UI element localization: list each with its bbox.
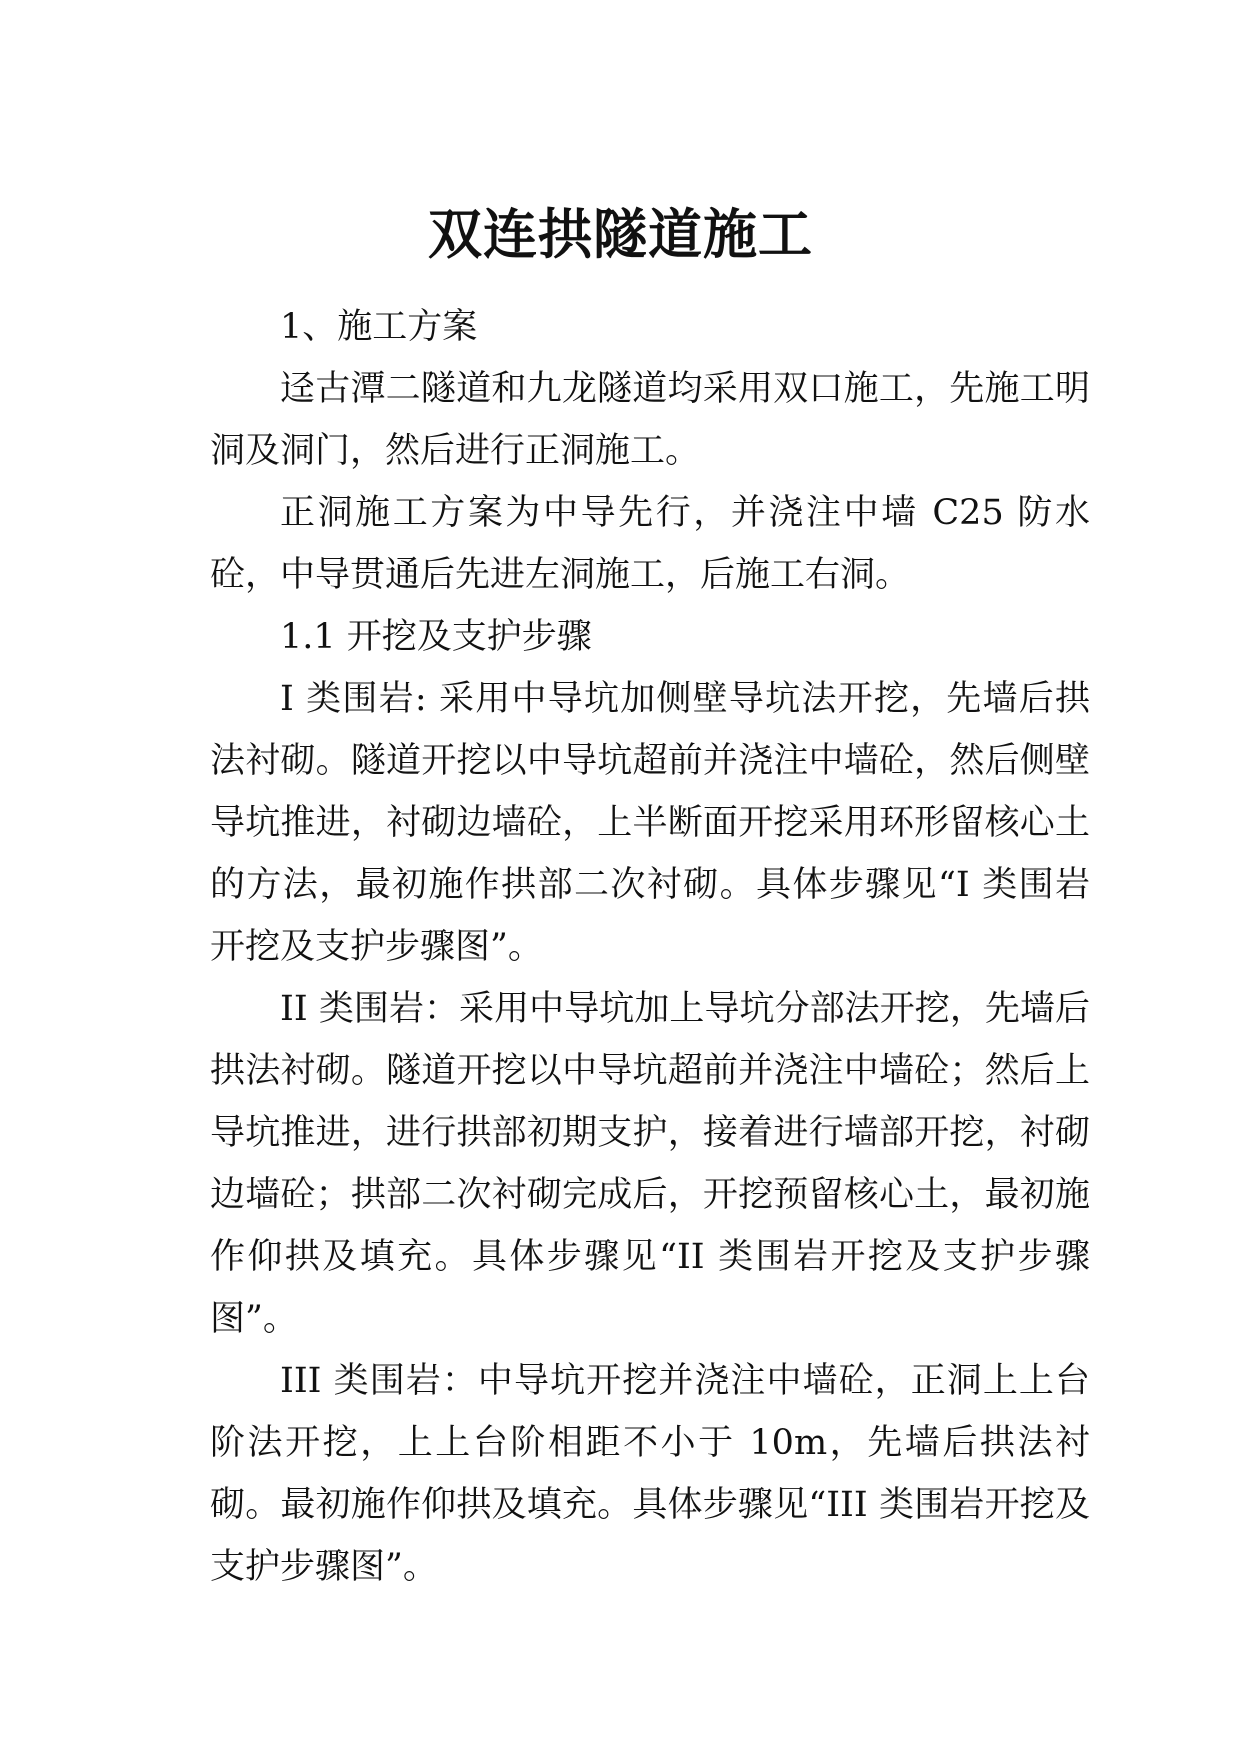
paragraph-overview: 迳古潭二隧道和九龙隧道均采用双口施工，先施工明洞及洞门，然后进行正洞施工。	[210, 369, 1090, 471]
paragraph-class-ii-rock: II 类围岩：采用中导坑加上导坑分部法开挖，先墙后拱法衬砌。隧道开挖以中导坑超前并浇注中墙砼；然后上导坑推进，进行拱部初期支护，接着进行墙部开挖，衬砌边墙砼；拱部二次衬砌完成后，开挖预留核心土，最初施作仰拱及填充。具体步骤见“II 类围岩开挖及支护步骤图”。	[210, 989, 1090, 1339]
paragraph-class-i-rock: I 类围岩: 采用中导坑加侧壁导坑法开挖，先墙后拱法衬砌。隧道开挖以中导坑超前并浇注中墙砼，然后侧壁导坑推进，衬砌边墙砼，上半断面开挖采用环形留核心土的方法，最初施作拱部二次衬砌。具体步骤见“I 类围岩开挖及支护步骤图”。	[210, 679, 1090, 967]
document-title: 双连拱隧道施工	[428, 203, 813, 266]
paragraph-class-iii-rock: III 类围岩：中导坑开挖并浇注中墙砼，正洞上上台阶法开挖，上上台阶相距不小于 10m，先墙后拱法衬砌。最初施作仰拱及填充。具体步骤见“III 类围岩开挖及支护步骤图”。	[210, 1361, 1090, 1587]
section-heading-excavation-steps: 1.1 开挖及支护步骤	[280, 617, 592, 657]
section-heading-construction-plan: 1、施工方案	[280, 307, 478, 347]
document-body	[210, 296, 1090, 1598]
paragraph-main-tunnel-plan: 正洞施工方案为中导先行，并浇注中墙 C25 防水砼，中导贯通后先进左洞施工，后施工右洞。	[210, 493, 1090, 595]
